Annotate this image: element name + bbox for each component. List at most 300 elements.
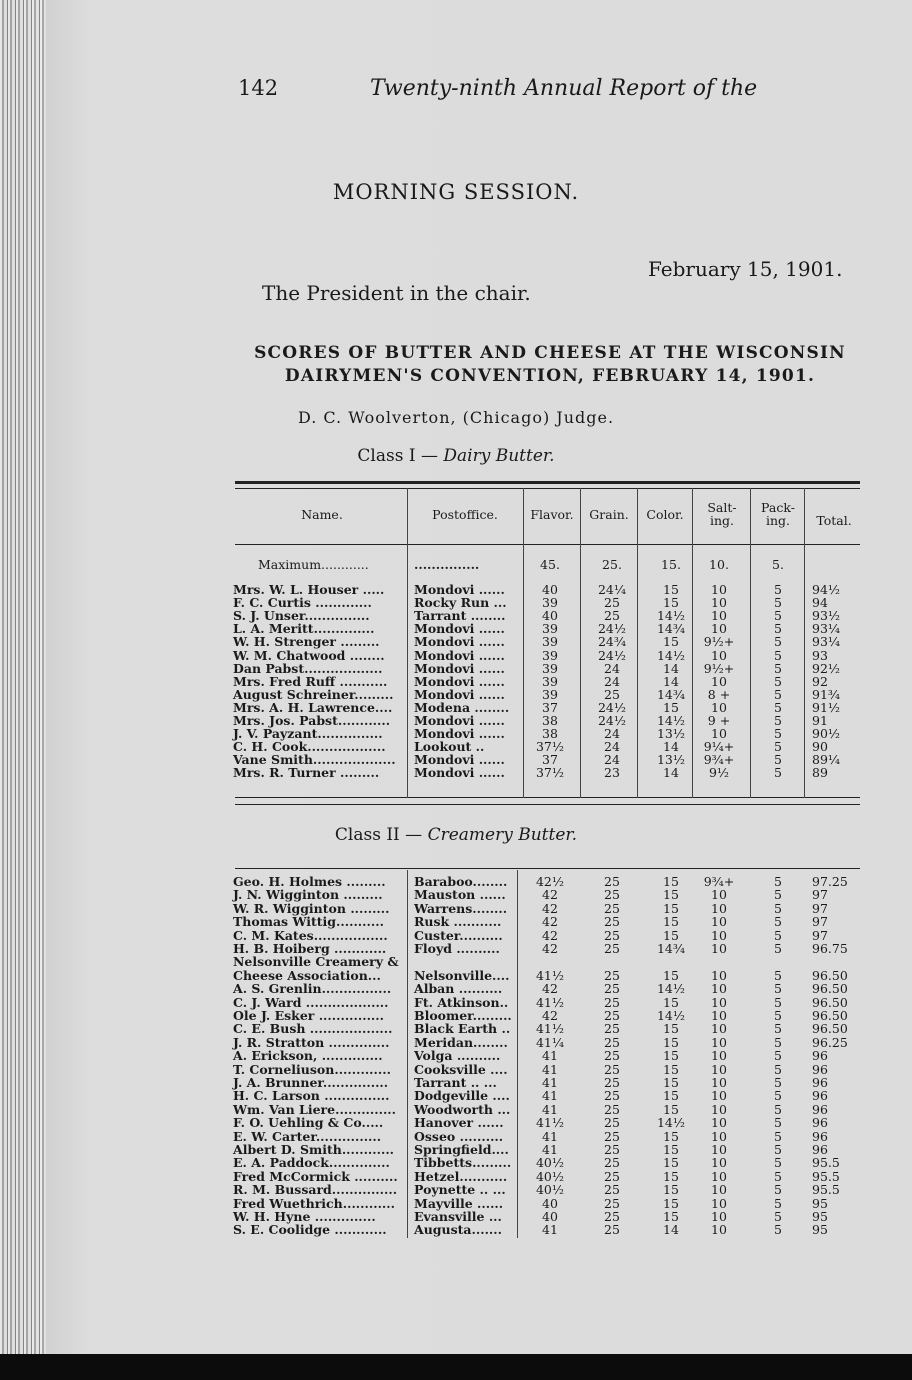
cell-flavor: 42 (542, 887, 558, 903)
cell-post: Ft. Atkinson.. (414, 994, 509, 1010)
table-row (0, 1183, 912, 1196)
cell-grain: 25 (604, 927, 620, 943)
cell-post: Woodworth ... (414, 1101, 511, 1117)
cell-color: 14½ (656, 647, 686, 663)
table-row (0, 753, 912, 766)
cell-salting: 10 (711, 1182, 727, 1198)
cell-name: Dan Pabst.................. (233, 660, 383, 676)
table-row (0, 622, 912, 635)
cell-packing: 5 (774, 621, 782, 637)
cell-flavor: 42 (542, 927, 558, 943)
cell-flavor: 42 (542, 900, 558, 916)
cell-color: 15 (663, 1075, 679, 1090)
cell-grain: 25 (604, 874, 620, 889)
table-row (0, 969, 912, 982)
cell-grain: 24 (604, 660, 620, 676)
cell-post: Nelsonville.... (414, 967, 510, 983)
cell-grain: 25 (604, 1101, 620, 1117)
cell-total: 97 (812, 887, 828, 903)
cell-color: 15 (663, 1168, 679, 1184)
cell-name: E. A. Paddock.............. (233, 1155, 390, 1171)
cell-packing: 5 (774, 887, 782, 903)
table-row (0, 1063, 912, 1076)
cell-salting: 10 (711, 1155, 727, 1171)
cell-total: 96 (812, 1088, 828, 1104)
cell-color: 15 (663, 1021, 679, 1037)
cell-grain: 24½ (597, 621, 627, 637)
table-row (0, 662, 912, 675)
table-row (0, 996, 912, 1009)
cell-color: 15 (663, 1048, 679, 1064)
cell-name: A. S. Grenlin................ (233, 981, 392, 997)
cell-total: 95 (812, 1222, 828, 1238)
cell-post: Hetzel........... (414, 1168, 508, 1184)
cell-grain: 24 (604, 739, 620, 755)
cell-color: 15 (663, 1195, 679, 1211)
class1-top-rule (235, 481, 860, 484)
cell-name: C. M. Kates................. (233, 927, 388, 943)
cell-post: Tarrant .. ... (414, 1075, 497, 1090)
cell-salting: 10 (711, 1195, 727, 1211)
cell-flavor: 37½ (535, 739, 565, 755)
cell-packing: 5 (774, 1075, 782, 1090)
cell-salting: 10 (711, 1115, 727, 1131)
cell-salting: 10 (711, 941, 727, 956)
cell-flavor: 40½ (535, 1168, 565, 1184)
cell-flavor: 39 (542, 686, 558, 702)
cell-post: Warrens........ (414, 900, 508, 916)
cell-salting: 10 (711, 967, 727, 983)
cell-grain: 25 (604, 967, 620, 983)
judge-line: D. C. Woolverton, (Chicago) Judge. (297, 408, 615, 427)
cell-post: Mondovi ...... (414, 647, 505, 663)
table-row (0, 766, 912, 779)
cell-post: Mondovi ...... (414, 582, 505, 597)
cell-total: 97 (812, 900, 828, 916)
cell-name: W. M. Chatwood ........ (233, 647, 385, 663)
table-row (0, 1022, 912, 1035)
cell-total: 96 (812, 1128, 828, 1144)
table-row (0, 888, 912, 901)
cell-flavor: 41¼ (535, 1034, 565, 1050)
table-row (0, 1049, 912, 1062)
cell-packing: 5 (774, 967, 782, 983)
cell-post: Dodgeville .... (414, 1088, 510, 1104)
maximum-post: ............... (414, 557, 480, 572)
cell-name: W. H. Strenger ......... (233, 634, 380, 650)
cell-name: H. C. Larson ............... (233, 1088, 390, 1104)
cell-color: 13½ (656, 752, 686, 768)
cell-packing: 5 (774, 900, 782, 916)
table-row (0, 635, 912, 648)
cell-flavor: 38 (542, 713, 558, 728)
cell-name: Wm. Van Liere.............. (233, 1101, 397, 1117)
session-date: February 15, 1901. (648, 257, 843, 281)
cell-color: 15 (663, 595, 679, 611)
table-row (0, 1170, 912, 1183)
cell-color: 14½ (656, 608, 686, 624)
cell-grain: 24 (604, 673, 620, 689)
cell-packing: 5 (774, 1088, 782, 1104)
cell-name: S. E. Coolidge ............ (233, 1222, 387, 1238)
cell-total: 92 (812, 673, 828, 689)
cell-packing: 5 (774, 941, 782, 956)
cell-flavor: 41 (542, 1128, 558, 1144)
maximum-salting: 10. (709, 557, 729, 572)
class1-label-prefix: Class I — (357, 446, 438, 466)
cell-flavor: 41 (542, 1088, 558, 1104)
cell-name: Vane Smith................... (233, 752, 396, 768)
cell-name: Nelsonville Creamery & (233, 954, 399, 970)
cell-salting: 9¾+ (703, 752, 735, 768)
col-header-flavor: Flavor. (530, 507, 574, 522)
cell-color: 14¾ (656, 941, 686, 956)
class1-bottom-rule-2 (235, 804, 860, 805)
cell-color: 15 (663, 1101, 679, 1117)
cell-total: 96.50 (812, 1008, 848, 1023)
cell-packing: 5 (774, 660, 782, 676)
cell-post: Mondovi ...... (414, 634, 505, 650)
cell-color: 15 (663, 1142, 679, 1157)
cell-total: 96 (812, 1115, 828, 1131)
cell-packing: 5 (774, 994, 782, 1010)
cell-name: Fred Wuethrich............ (233, 1195, 395, 1211)
cell-total: 95.5 (812, 1182, 840, 1198)
cell-packing: 5 (774, 608, 782, 624)
class1-header-rule (235, 544, 860, 545)
cell-salting: 10 (711, 608, 727, 624)
cell-grain: 25 (604, 1048, 620, 1064)
cell-name: August Schreiner......... (233, 686, 394, 702)
table-row (0, 1036, 912, 1049)
cell-packing: 5 (774, 874, 782, 889)
table-row (0, 688, 912, 701)
cell-color: 15 (663, 699, 679, 715)
cell-color: 15 (663, 887, 679, 903)
maximum-color: 15. (661, 557, 681, 572)
cell-packing: 5 (774, 1048, 782, 1064)
cell-grain: 25 (604, 686, 620, 702)
cell-color: 14¾ (656, 621, 686, 637)
cell-post: Rusk ........... (414, 914, 502, 930)
cell-flavor: 40 (542, 1209, 558, 1224)
cell-salting: 10 (711, 927, 727, 943)
scores-title-line2: DAIRYMEN'S CONVENTION, FEBRUARY 14, 1901. (284, 366, 816, 386)
cell-grain: 24 (604, 752, 620, 768)
cell-salting: 10 (711, 647, 727, 663)
cell-grain: 25 (604, 1168, 620, 1184)
cell-flavor: 37 (542, 752, 558, 768)
cell-salting: 10 (711, 582, 727, 597)
cell-name: Mrs. A. H. Lawrence.... (233, 699, 393, 715)
cell-flavor: 39 (542, 673, 558, 689)
cell-post: Floyd .......... (414, 941, 500, 956)
table-row (0, 1156, 912, 1169)
cell-packing: 5 (774, 1101, 782, 1117)
cell-total: 94½ (812, 582, 841, 597)
cell-packing: 5 (774, 1061, 782, 1077)
cell-flavor: 42½ (535, 874, 565, 889)
cell-grain: 24½ (597, 713, 627, 728)
cell-packing: 5 (774, 726, 782, 742)
session-title: MORNING SESSION. (332, 180, 580, 204)
cell-grain: 25 (604, 900, 620, 916)
table-row (0, 1076, 912, 1089)
table-row (0, 1210, 912, 1223)
cell-flavor: 41 (542, 1061, 558, 1077)
cell-post: Lookout .. (414, 739, 485, 755)
cell-total: 95.5 (812, 1168, 840, 1184)
cell-color: 14 (663, 739, 679, 755)
cell-salting: 10 (711, 981, 727, 997)
col-header-color: Color. (646, 507, 684, 522)
cell-name: F. O. Uehling & Co..... (233, 1115, 384, 1131)
cell-packing: 5 (774, 1195, 782, 1211)
cell-grain: 25 (604, 887, 620, 903)
cell-salting: 9¾+ (703, 874, 735, 889)
maximum-label: Maximum............ (258, 557, 369, 572)
cell-total: 97 (812, 927, 828, 943)
cell-salting: 10 (711, 621, 727, 637)
cell-total: 97 (812, 914, 828, 930)
cell-packing: 5 (774, 582, 782, 597)
cell-packing: 5 (774, 1128, 782, 1144)
cell-flavor: 39 (542, 660, 558, 676)
cell-name: Geo. H. Holmes ......... (233, 874, 386, 889)
cell-name: C. E. Bush ................... (233, 1021, 393, 1037)
cell-post: Evansville ... (414, 1209, 502, 1224)
cell-grain: 25 (604, 608, 620, 624)
cell-color: 14 (663, 660, 679, 676)
table-row (0, 1103, 912, 1116)
cell-post: Mondovi ...... (414, 765, 505, 781)
cell-color: 15 (663, 874, 679, 889)
cell-salting: 10 (711, 1061, 727, 1077)
cell-salting: 10 (711, 1088, 727, 1104)
class1-label (0, 446, 912, 466)
cell-name: Fred McCormick .......... (233, 1168, 398, 1184)
table-row (0, 955, 912, 968)
cell-salting: 9¼+ (703, 739, 735, 755)
class1-label-italic: Dairy Butter. (443, 446, 555, 466)
cell-post: Osseo .......... (414, 1128, 504, 1144)
cell-total: 90½ (812, 726, 841, 742)
cell-flavor: 40 (542, 608, 558, 624)
cell-salting: 9½+ (703, 634, 735, 650)
cell-packing: 5 (774, 1222, 782, 1238)
cell-color: 14 (663, 765, 679, 781)
cell-post: Custer.......... (414, 927, 503, 943)
cell-salting: 10 (711, 1168, 727, 1184)
cell-packing: 5 (774, 1209, 782, 1224)
cell-color: 15 (663, 914, 679, 930)
cell-color: 15 (663, 634, 679, 650)
cell-total: 95 (812, 1195, 828, 1211)
cell-name: Cheese Association... (233, 967, 381, 983)
cell-name: L. A. Meritt.............. (233, 621, 375, 637)
cell-salting: 10 (711, 699, 727, 715)
cell-salting: 10 (711, 1142, 727, 1157)
cell-flavor: 39 (542, 647, 558, 663)
table-row (0, 583, 912, 596)
cell-color: 15 (663, 1209, 679, 1224)
cell-name: W. H. Hyne .............. (233, 1209, 376, 1224)
cell-grain: 25 (604, 1088, 620, 1104)
cell-color: 13½ (656, 726, 686, 742)
cell-grain: 25 (604, 1195, 620, 1211)
cell-grain: 25 (604, 1075, 620, 1090)
cell-grain: 25 (604, 1182, 620, 1198)
col-header-postoffice: Postoffice. (432, 507, 498, 522)
cell-post: Black Earth .. (414, 1021, 511, 1037)
cell-total: 96.25 (812, 1034, 848, 1050)
table-row (0, 1223, 912, 1236)
cell-color: 14½ (656, 1008, 686, 1023)
chair-line: The President in the chair. (262, 281, 531, 305)
cell-flavor: 41½ (535, 994, 565, 1010)
col-header-grain: Grain. (589, 507, 629, 522)
cell-total: 95 (812, 1209, 828, 1224)
cell-post: Modena ........ (414, 699, 510, 715)
cell-flavor: 42 (542, 981, 558, 997)
table-row (0, 942, 912, 955)
cell-packing: 5 (774, 647, 782, 663)
cell-total: 94 (812, 595, 828, 611)
cell-total: 92½ (812, 660, 841, 676)
cell-total: 89 (812, 765, 828, 781)
cell-salting: 10 (711, 1101, 727, 1117)
table-row (0, 649, 912, 662)
cell-name: C. J. Ward ................... (233, 994, 389, 1010)
cell-flavor: 42 (542, 941, 558, 956)
cell-name: Thomas Wittig........... (233, 914, 384, 930)
table-row (0, 675, 912, 688)
maximum-grain: 25. (602, 557, 622, 572)
cell-salting: 9½+ (703, 660, 735, 676)
table-row (0, 982, 912, 995)
cell-total: 91½ (812, 699, 841, 715)
class1-top-rule-thin (235, 488, 860, 489)
cell-flavor: 41½ (535, 1021, 565, 1037)
cell-total: 96.50 (812, 967, 848, 983)
cell-flavor: 41 (542, 1048, 558, 1064)
cell-color: 14½ (656, 1115, 686, 1131)
cell-post: Mondovi ...... (414, 713, 505, 728)
cell-name: J. N. Wigginton ......... (233, 887, 383, 903)
cell-post: Cooksville .... (414, 1061, 508, 1077)
class2-label (0, 825, 912, 845)
cell-color: 15 (663, 1128, 679, 1144)
cell-salting: 9½ (708, 765, 730, 781)
cell-packing: 5 (774, 1115, 782, 1131)
cell-flavor: 41 (542, 1222, 558, 1238)
table-row (0, 740, 912, 753)
cell-post: Tarrant ........ (414, 608, 506, 624)
cell-salting: 9 + (707, 713, 731, 728)
cell-name: W. R. Wigginton ......... (233, 900, 390, 916)
cell-salting: 10 (711, 726, 727, 742)
table-row (0, 1009, 912, 1022)
cell-packing: 5 (774, 686, 782, 702)
cell-flavor: 40 (542, 582, 558, 597)
cell-color: 15 (663, 967, 679, 983)
cell-name: Mrs. W. L. Houser ..... (233, 582, 385, 597)
cell-post: Springfield.... (414, 1142, 509, 1157)
table-row (0, 1116, 912, 1129)
cell-flavor: 39 (542, 595, 558, 611)
cell-color: 15 (663, 900, 679, 916)
cell-packing: 5 (774, 1155, 782, 1171)
cell-total: 93¼ (812, 621, 841, 637)
cell-name: Mrs. R. Turner ......... (233, 765, 380, 781)
scores-title-line1: SCORES OF BUTTER AND CHEESE AT THE WISCONSIN (254, 343, 846, 363)
cell-total: 93 (812, 647, 828, 663)
cell-packing: 5 (774, 713, 782, 728)
cell-name: S. J. Unser............... (233, 608, 370, 624)
cell-salting: 10 (711, 1209, 727, 1224)
class2-label-prefix: Class II — (334, 825, 423, 845)
cell-post: Poynette .. ... (414, 1182, 506, 1198)
cell-name: H. B. Hoiberg ............ (233, 941, 387, 956)
cell-color: 15 (663, 1088, 679, 1104)
cell-post: Mayville ...... (414, 1195, 504, 1211)
cell-flavor: 41 (542, 1101, 558, 1117)
cell-salting: 10 (711, 900, 727, 916)
cell-color: 15 (663, 1182, 679, 1198)
cell-salting: 10 (711, 673, 727, 689)
cell-flavor: 40½ (535, 1155, 565, 1171)
cell-salting: 8 + (707, 686, 731, 702)
cell-post: Hanover ...... (414, 1115, 504, 1131)
running-head: Twenty-ninth Annual Report of the (370, 76, 758, 101)
cell-post: Bloomer......... (414, 1008, 512, 1023)
cell-packing: 5 (774, 1168, 782, 1184)
cell-packing: 5 (774, 752, 782, 768)
cell-color: 14½ (656, 981, 686, 997)
cell-flavor: 39 (542, 621, 558, 637)
cell-name: Albert D. Smith............ (233, 1142, 395, 1157)
class1-bottom-rule (235, 797, 860, 798)
cell-name: J. A. Brunner............... (233, 1075, 389, 1090)
cell-grain: 24¾ (597, 634, 627, 650)
maximum-packing: 5. (772, 557, 784, 572)
cell-post: Rocky Run ... (414, 595, 507, 611)
cell-total: 97.25 (812, 874, 848, 889)
cell-flavor: 41 (542, 1142, 558, 1157)
cell-packing: 5 (774, 1142, 782, 1157)
cell-grain: 25 (604, 595, 620, 611)
cell-post: Mondovi ...... (414, 752, 505, 768)
table-row (0, 902, 912, 915)
cell-color: 14 (663, 673, 679, 689)
cell-flavor: 42 (542, 914, 558, 930)
cell-grain: 24½ (597, 647, 627, 663)
table-row (0, 727, 912, 740)
table-row (0, 1197, 912, 1210)
cell-color: 15 (663, 927, 679, 943)
cell-flavor: 41½ (535, 1115, 565, 1131)
cell-name: J. V. Payzant............... (233, 726, 383, 742)
cell-flavor: 42 (542, 1008, 558, 1023)
cell-total: 96.75 (812, 941, 848, 956)
cell-name: F. C. Curtis ............. (233, 595, 372, 611)
cell-salting: 10 (711, 1048, 727, 1064)
cell-total: 96 (812, 1075, 828, 1090)
cell-flavor: 39 (542, 634, 558, 650)
cell-salting: 10 (711, 994, 727, 1010)
cell-color: 14 (663, 1222, 679, 1238)
cell-salting: 10 (711, 1222, 727, 1238)
